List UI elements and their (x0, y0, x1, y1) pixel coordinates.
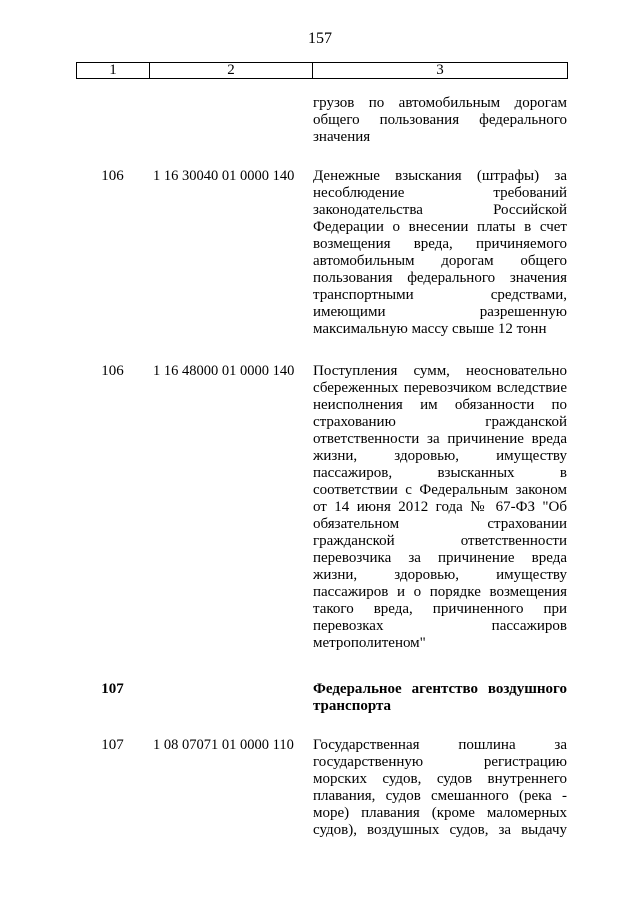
description-line: возмещения вреда, причиняемого (313, 236, 567, 252)
row-number: 107 (101, 681, 124, 697)
description-line: Денежные взыскания (штрафы) за (313, 168, 567, 184)
description-line: автомобильным дорогам общего (313, 253, 567, 269)
row-code: 1 08 07071 01 0000 110 (153, 737, 294, 753)
header-col-1: 1 (77, 63, 150, 78)
description-line: значения (313, 129, 371, 145)
description-line: пассажиров, взысканных в (313, 465, 567, 481)
description-line: от 14 июня 2012 года № 67-ФЗ "Об (313, 499, 567, 515)
description-line: сбереженных перевозчиком вследствие (313, 380, 567, 396)
description-line: соответствии с Федеральным законом (313, 482, 567, 498)
description-line: ответственности за причинение вреда (313, 431, 567, 447)
row-number: 106 (101, 168, 124, 184)
description-line: максимальную массу свыше 12 тонн (313, 321, 547, 337)
description-line: пассажиров и о порядке возмещения (313, 584, 567, 600)
header-col-2: 2 (150, 63, 313, 78)
description-line: жизни, здоровью, имуществу (313, 448, 567, 464)
description-line: перевозках пассажиров (313, 618, 567, 634)
description-line: страхованию гражданской (313, 414, 567, 430)
description-line: плавания, судов смешанного (река - (313, 788, 567, 804)
description-line: перевозчика за причинение вреда (313, 550, 567, 566)
row-description (313, 168, 567, 338)
description-line: такого вреда, причиненного при (313, 601, 567, 617)
description-line: имеющими разрешенную (313, 304, 567, 320)
description-line: неисполнения им обязанности по (313, 397, 567, 413)
row-description (313, 95, 567, 146)
description-line: морских судов, судов внутреннего (313, 771, 567, 787)
page-number: 157 (308, 30, 332, 47)
description-line: обязательном страховании (313, 516, 567, 532)
row-number: 106 (101, 363, 124, 379)
description-line: несоблюдение требований (313, 185, 567, 201)
description-line: грузов по автомобильным дорогам (313, 95, 567, 111)
row-number: 107 (101, 737, 124, 753)
description-line: море) плавания (кроме маломерных (313, 805, 567, 821)
description-line: пользования федерального значения (313, 270, 567, 286)
description-line: гражданской ответственности (313, 533, 567, 549)
table-header (76, 62, 568, 79)
description-line: общего пользования федерального (313, 112, 567, 128)
description-line: Федерации о внесении платы в счет (313, 219, 567, 235)
description-line: Поступления сумм, неосновательно (313, 363, 567, 379)
row-description (313, 681, 567, 715)
description-line: транспорта (313, 698, 392, 714)
row-description (313, 363, 567, 652)
description-line: метрополитеном" (313, 635, 426, 651)
description-line: Федеральное агентство воздушного (313, 681, 567, 697)
header-col-3: 3 (436, 62, 444, 78)
description-line: жизни, здоровью, имуществу (313, 567, 567, 583)
description-line: транспортными средствами, (313, 287, 567, 303)
row-code: 1 16 48000 01 0000 140 (153, 363, 295, 379)
description-line: государственную регистрацию (313, 754, 567, 770)
description-line: судов), воздушных судов, за выдачу (313, 822, 567, 838)
description-line: законодательства Российской (313, 202, 567, 218)
row-description (313, 737, 567, 839)
description-line: Государственная пошлина за (313, 737, 567, 753)
row-code: 1 16 30040 01 0000 140 (153, 168, 295, 184)
